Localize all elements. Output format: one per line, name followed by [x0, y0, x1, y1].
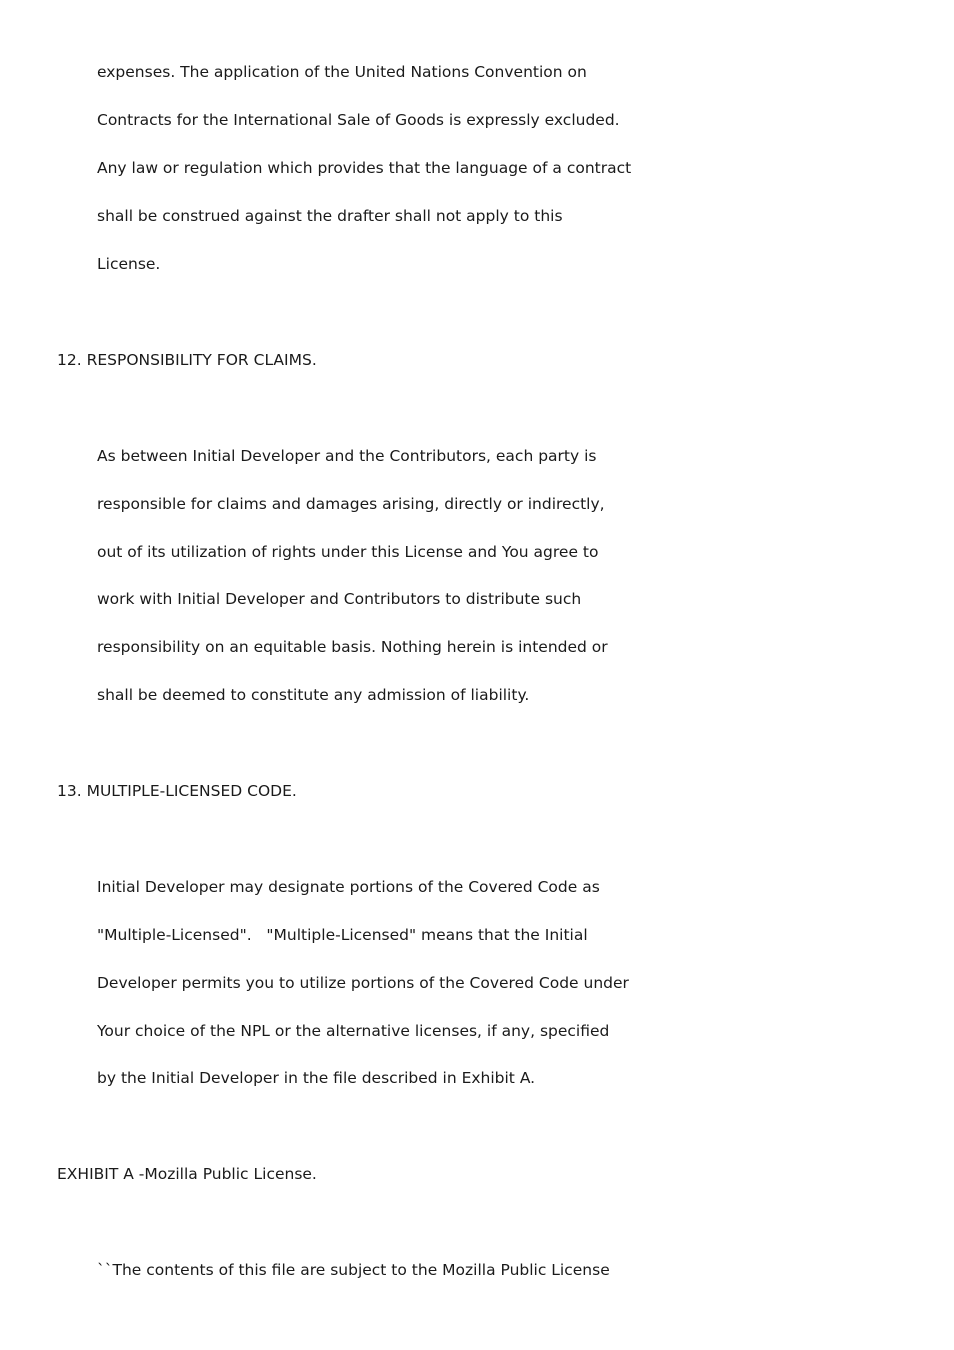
paragraph-line: Initial Developer may designate portions of the Covered Code as — [97, 878, 600, 896]
paragraph-line: Developer permits you to utilize portions of the Covered Code under — [97, 974, 629, 992]
section-heading: 13. MULTIPLE-LICENSED CODE. — [57, 782, 297, 800]
paragraph-line: As between Initial Developer and the Contributors, each party is — [97, 447, 597, 465]
paragraph-line: responsibility on an equitable basis. Nothing herein is intended or — [97, 638, 608, 656]
paragraph-line: shall be deemed to constitute any admission of liability. — [97, 686, 530, 704]
section-heading: 12. RESPONSIBILITY FOR CLAIMS. — [57, 351, 317, 369]
paragraph-line: License. — [97, 255, 161, 273]
paragraph-line: by the Initial Developer in the file described in Exhibit A. — [97, 1069, 536, 1087]
paragraph-line: ``The contents of this file are subject to the Mozilla Public License — [97, 1261, 610, 1279]
paragraph-line: work with Initial Developer and Contributors to distribute such — [97, 590, 582, 608]
section-heading: EXHIBIT A -Mozilla Public License. — [57, 1165, 317, 1183]
paragraph-line: responsible for claims and damages arising, directly or indirectly, — [97, 495, 605, 513]
paragraph-line: out of its utilization of rights under this License and You agree to — [97, 543, 599, 561]
paragraph-line: Contracts for the International Sale of Goods is expressly excluded. — [97, 111, 620, 129]
paragraph-line: Any law or regulation which provides that the language of a contract — [97, 159, 632, 177]
paragraph-line: shall be construed against the drafter shall not apply to this — [97, 207, 563, 225]
paragraph-line: "Multiple-Licensed". "Multiple-Licensed" means that the Initial — [97, 926, 588, 944]
paragraph-line: expenses. The application of the United Nations Convention on — [97, 63, 587, 81]
paragraph-line: Your choice of the NPL or the alternative licenses, if any, specified — [97, 1022, 610, 1040]
